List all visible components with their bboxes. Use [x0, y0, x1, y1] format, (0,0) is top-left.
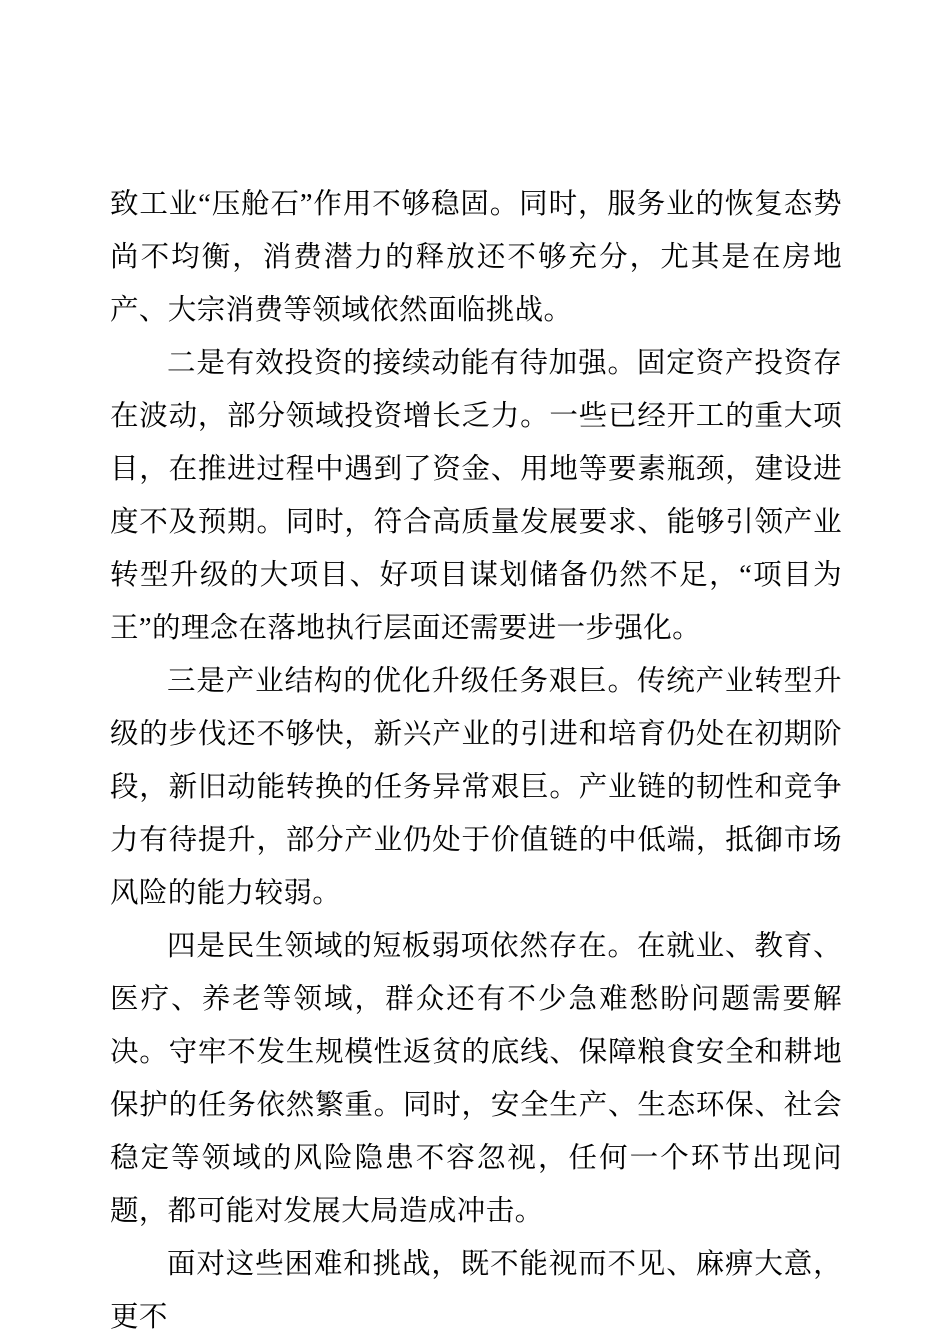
paragraph: 致工业“压舱石”作用不够稳固。同时，服务业的恢复态势尚不均衡，消费潜力的释放还不够充分，尤其是在房地产、大宗消费等领域依然面临挑战。 — [110, 189, 842, 326]
paragraph: 四是民生领域的短板弱项依然存在。在就业、教育、医疗、养老等领域，群众还有不少急难愁盼问题需要解决。守牢不发生规模性返贫的底线、保障粮食安全和耕地保护的任务依然繁重。同时，安全生产、生态环保、社会稳定等领域的风险隐患不容忽视，任何一个环节出现问题，都可能对发展大局造成冲击。 — [110, 931, 842, 1227]
paragraph: 三是产业结构的优化升级任务艰巨。传统产业转型升级的步伐还不够快，新兴产业的引进和培育仍处在初期阶段，新旧动能转换的任务异常艰巨。产业链的韧性和竞争力有待提升，部分产业仍处于价值链的中低端，抵御市场风险的能力较弱。 — [110, 666, 842, 909]
paragraph: 面对这些困难和挑战，既不能视而不见、麻痹大意，更不 — [110, 1249, 842, 1333]
paragraph: 二是有效投资的接续动能有待加强。固定资产投资存在波动，部分领域投资增长乏力。一些已经开工的重大项目，在推进过程中遇到了资金、用地等要素瓶颈，建设进度不及预期。同时，符合高质量发展要求、能够引领产业转型升级的大项目、好项目谋划储备仍然不足，“项目为王”的理念在落地执行层面还需要进一步强化。 — [110, 348, 842, 644]
document-body — [110, 178, 842, 1344]
